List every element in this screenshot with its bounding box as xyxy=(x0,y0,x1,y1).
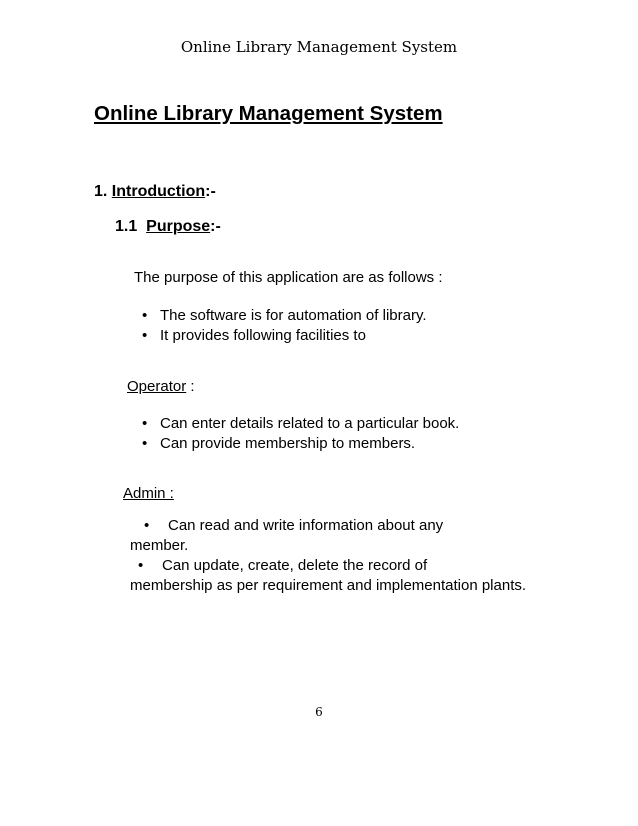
bullet-icon: • xyxy=(138,557,144,574)
list-item-continuation: membership as per requirement and implementation plants. xyxy=(130,577,527,594)
list-item xyxy=(136,414,459,434)
section-heading xyxy=(94,183,216,201)
bullet-icon: • xyxy=(142,327,148,344)
section-label: Introduction xyxy=(111,183,206,200)
operator-label: Operator xyxy=(127,378,187,395)
list-item xyxy=(136,326,427,346)
page-number: 6 xyxy=(315,705,323,719)
running-header: Online Library Management System xyxy=(180,38,458,56)
list-item-text: It provides following facilities to xyxy=(160,327,366,344)
list-item xyxy=(130,556,530,576)
admin-list xyxy=(130,516,530,596)
admin-heading: Admin : xyxy=(123,485,174,502)
document-title: Online Library Management System xyxy=(94,102,443,125)
section-suffix: :- xyxy=(205,183,216,200)
list-item xyxy=(130,516,530,536)
subsection-heading xyxy=(115,218,221,236)
list-item-continuation: member. xyxy=(130,537,189,554)
list-item xyxy=(136,434,459,454)
operator-list xyxy=(136,414,459,454)
subsection-label: Purpose xyxy=(146,218,211,235)
bullet-icon: • xyxy=(142,415,148,432)
operator-heading xyxy=(127,377,195,397)
list-item-text: Can enter details related to a particular book. xyxy=(160,415,460,432)
section-number: 1. xyxy=(94,183,108,200)
list-item-text: The software is for automation of library. xyxy=(160,307,427,324)
purpose-list xyxy=(136,306,427,346)
list-item-text: Can provide membership to members. xyxy=(160,435,416,452)
subsection-suffix: :- xyxy=(210,218,221,235)
list-item-text: Can read and write information about any xyxy=(168,517,444,534)
list-item xyxy=(136,306,427,326)
bullet-icon: • xyxy=(142,307,148,324)
bullet-icon: • xyxy=(142,435,148,452)
list-item-text: Can update, create, delete the record of xyxy=(162,557,428,574)
operator-suffix: : xyxy=(186,378,195,395)
intro-text: The purpose of this application are as follows : xyxy=(134,269,443,286)
bullet-icon: • xyxy=(144,517,150,534)
subsection-number: 1.1 xyxy=(115,218,138,235)
